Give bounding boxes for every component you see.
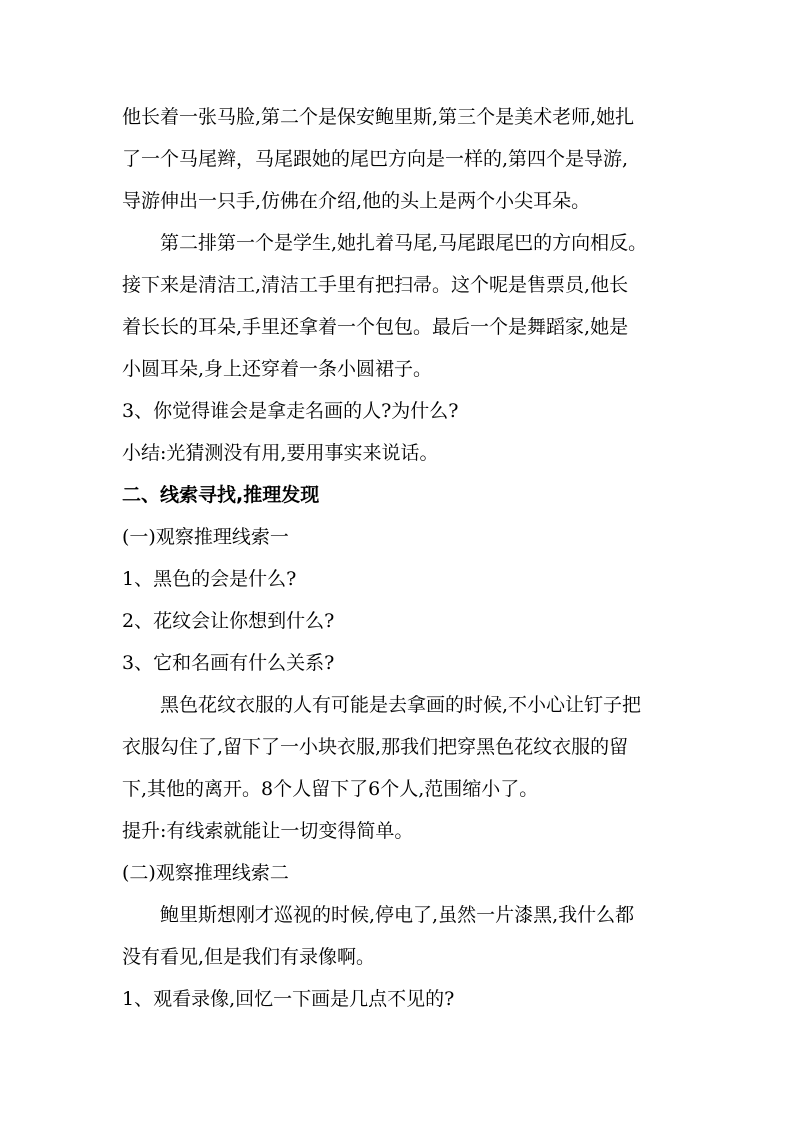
question-line: 3、你觉得谁会是拿走名画的人?为什么? — [122, 400, 459, 422]
text-line: 他长着一张马脸,第二个是保安鲍里斯,第三个是美术老师,她扎 — [122, 106, 635, 128]
text-line: 了一个马尾辫，马尾跟她的尾巴方向是一样的,第四个是导游, — [122, 148, 629, 170]
text-line: 第二排第一个是学生,她扎着马尾,马尾跟尾巴的方向相反。 — [160, 232, 648, 254]
summary-line: 小结:光猜测没有用,要用事实来说话。 — [122, 442, 439, 464]
question-line: 1、黑色的会是什么? — [122, 568, 297, 590]
text-line: 小圆耳朵,身上还穿着一条小圆裙子。 — [122, 358, 433, 380]
question-line: 2、花纹会让你想到什么? — [122, 610, 335, 632]
text-line: 接下来是清洁工,清洁工手里有把扫帚。这个呢是售票员,他长 — [122, 274, 629, 296]
text-line: 下,其他的离开。8个人留下了6个人,范围缩小了。 — [122, 778, 539, 800]
question-line: 3、它和名画有什么关系? — [122, 652, 335, 674]
text-line: 衣服勾住了,留下了一小块衣服,那我们把穿黑色花纹衣服的留 — [122, 736, 629, 758]
question-line: 1、观看录像,回忆一下画是几点不见的? — [122, 988, 455, 1010]
text-line: 导游伸出一只手,仿佛在介绍,他的头上是两个小尖耳朵。 — [122, 190, 591, 212]
section-heading: 二、线索寻找,推理发现 — [122, 484, 320, 506]
text-line: 鲍里斯想刚才巡视的时候,停电了,虽然一片漆黑,我什么都 — [160, 904, 635, 926]
text-line: 没有看见,但是我们有录像啊。 — [122, 946, 376, 968]
subsection-heading: (二)观察推理线索二 — [122, 862, 289, 884]
text-line: 黑色花纹衣服的人有可能是去拿画的时候,不小心让钉子把 — [160, 694, 642, 716]
subsection-heading: (一)观察推理线索一 — [122, 526, 289, 548]
text-line: 着长长的耳朵,手里还拿着一个包包。最后一个是舞蹈家,她是 — [122, 316, 629, 338]
summary-line: 提升:有线索就能让一切变得简单。 — [122, 820, 414, 842]
